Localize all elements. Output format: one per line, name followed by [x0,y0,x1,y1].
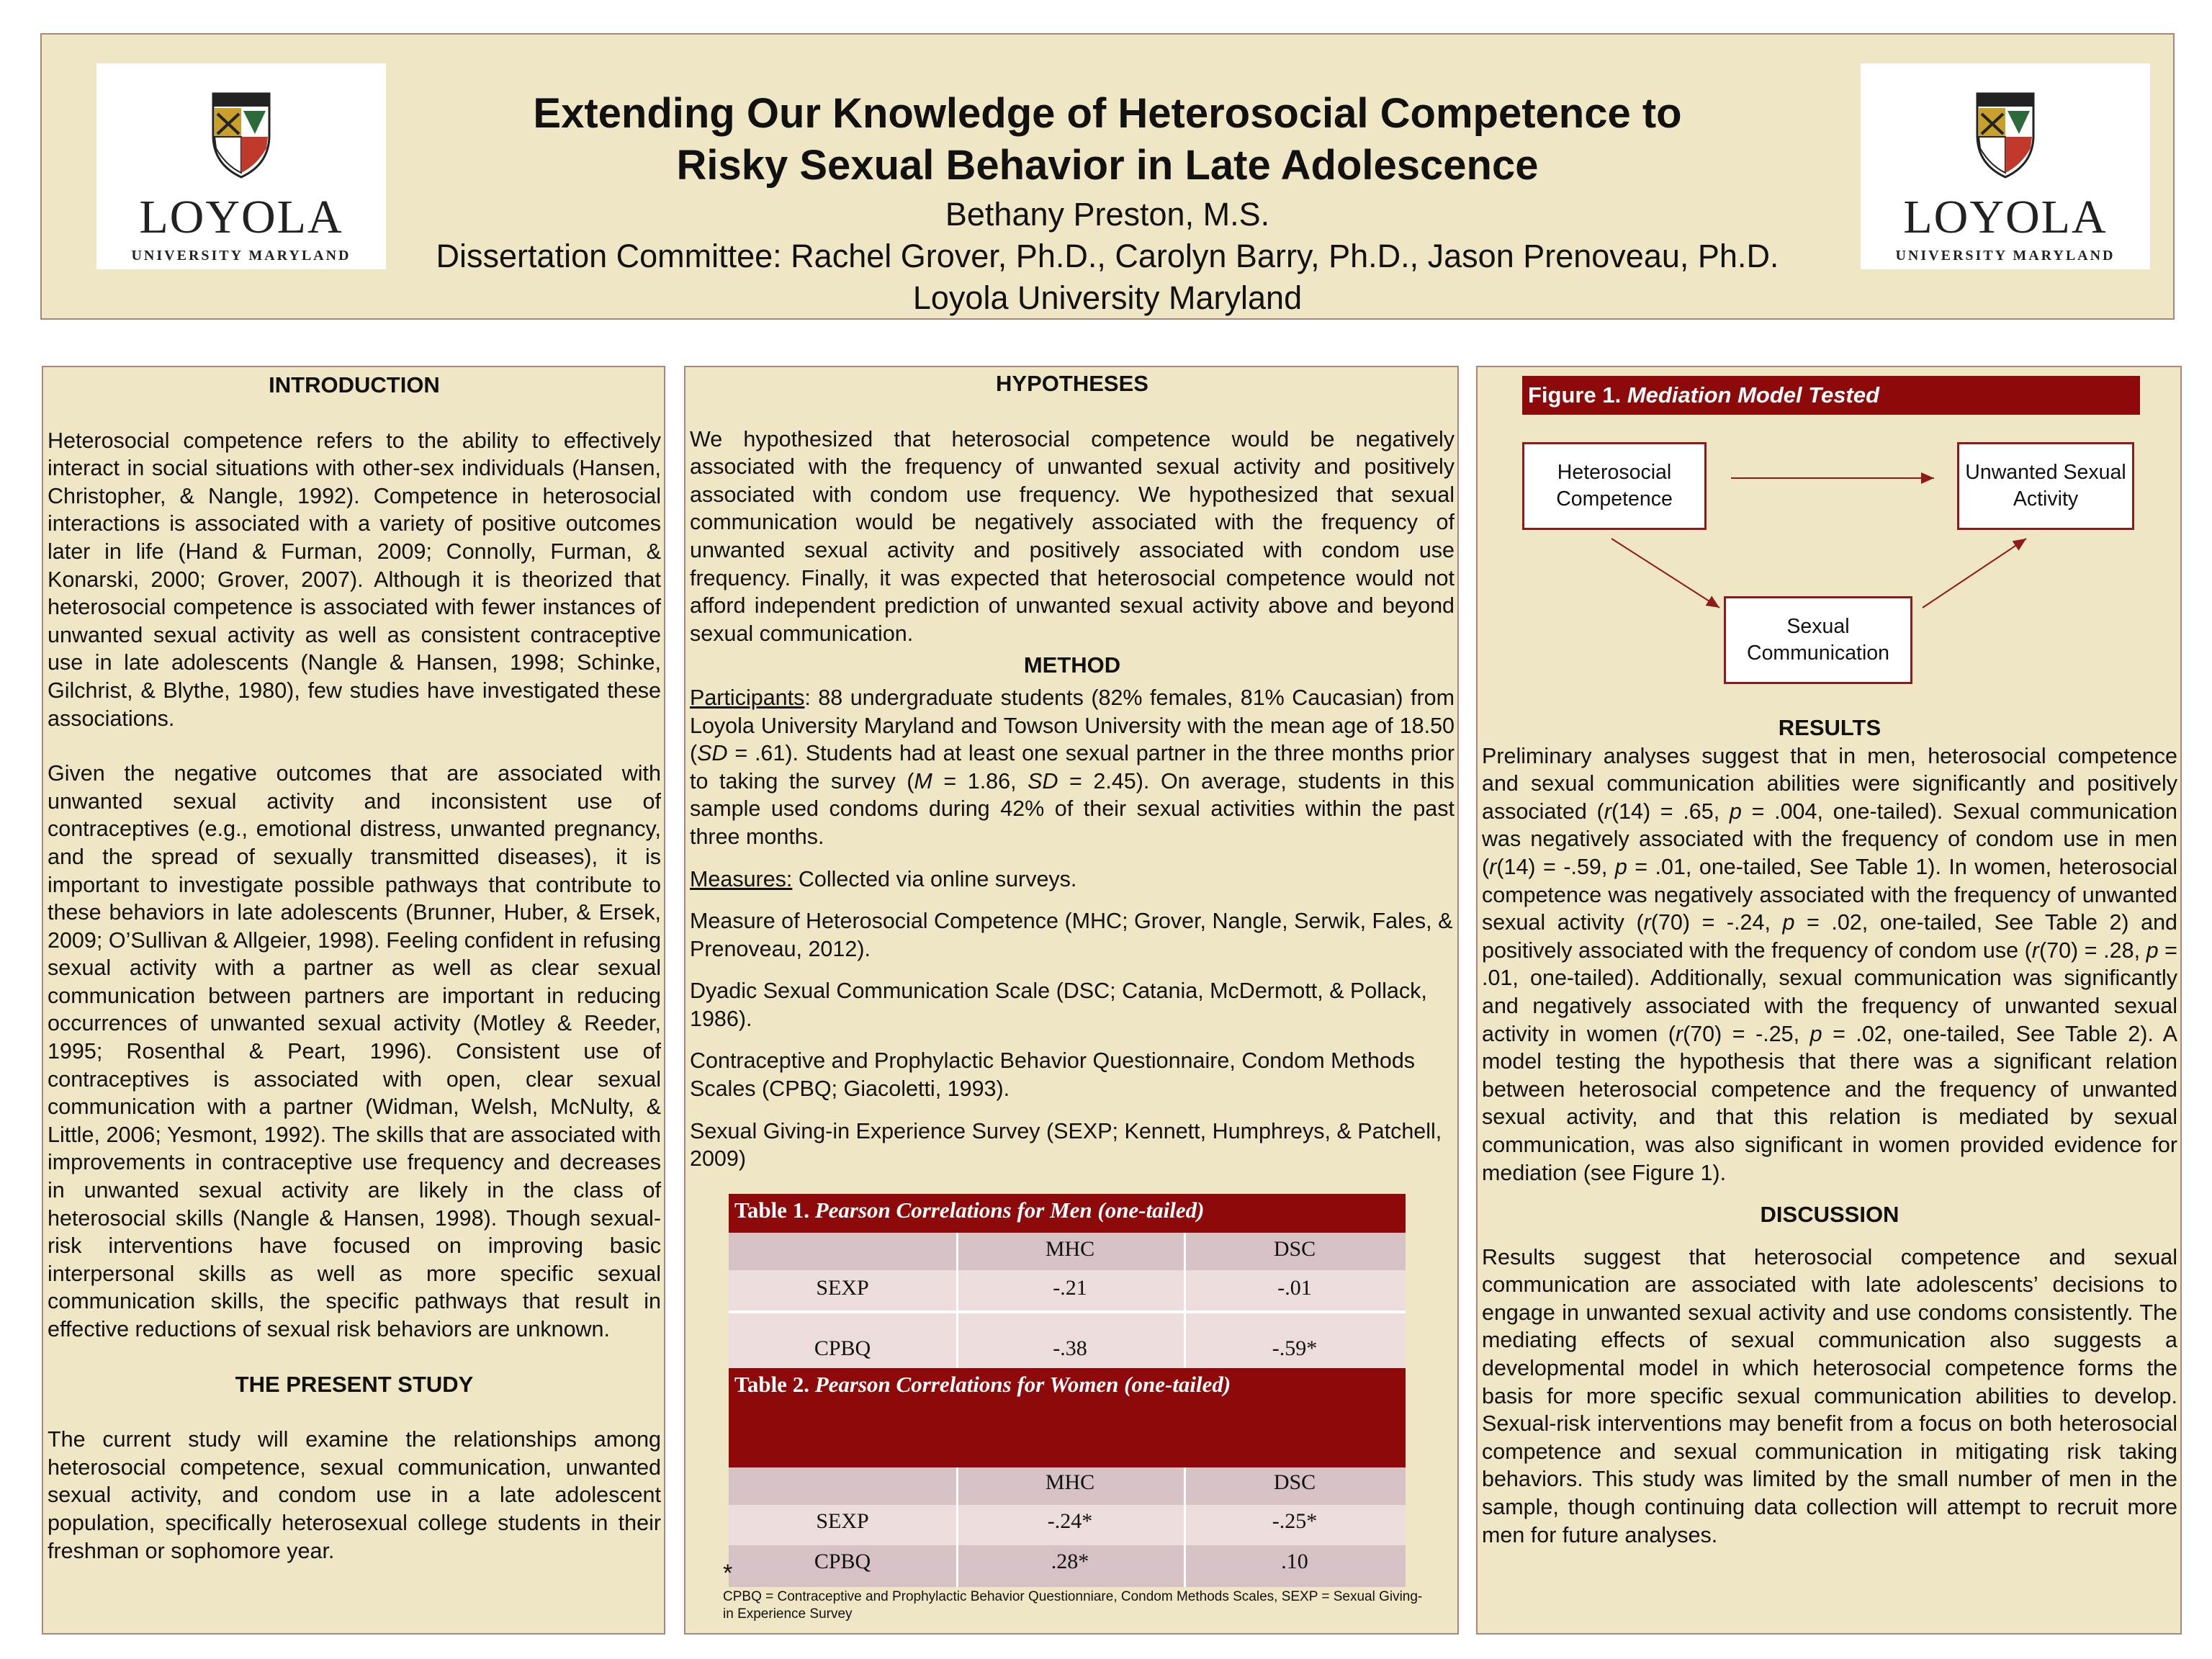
results-heading: RESULTS [1778,715,1881,740]
logo-wordmark: LOYOLA [1903,191,2108,243]
table-note-text: CPBQ = Contraceptive and Prophylactic Behavior Questionniare, Condom Methods Scales, SEXP = Sexual Giving-in Experience Survey [723,1589,1423,1622]
poster-header [40,33,2175,320]
figure1-caption: Figure 1. Mediation Model Tested [1522,376,2140,415]
table-note [723,1560,1429,1623]
table-note-mark: * [723,1560,733,1587]
shield-icon [1861,63,2150,186]
box-sexual-communication: Sexual Communication [1724,596,1912,684]
present-study-heading: THE PRESENT STUDY [235,1371,474,1397]
participants-paragraph: Participants: 88 undergraduate students (82% females, 81% Caucasian) from Loyola University Maryland and Towson University with the mean age of 18.50 (SD = .61). Students had at least one sexual partner in the three months prior to taking the survey (M = 1.86, SD = 2.45). On average, students in this sample used condoms during 42% of their sexual activities within the past three months. [690,685,1455,849]
results-discussion-panel [1476,366,2182,1635]
table2-col-mhc: MHC [1045,1470,1095,1494]
introduction-paragraph-2: Given the negative outcomes that are associated with unwanted sexual activity and inconsistent use of contraceptives (e.g., emotional distress, unwanted pregnancy, and the spread of sexually transmitted diseases), it is important to investigate possible pathways that contribute to these behaviors in late adolescents (Brunner, Huber, & Ersek, 2009; O’Sullivan & Allgeier, 1998). Feeling confident in refusing sexual activity with a partner as well as clear sexual communication between partners are important in reducing occurrences of unwanted sexual activity (Motley & Reeder, 1995; Rosenthal & Peart, 1996). Consistent use of contraceptives is associated with open, clear sexual communication with a partner (Widman, Welsh, McNulty, & Little, 2006; Yesmont, 1992). The skills that are associated with improvements in contraceptive use frequency and decreases in unwanted sexual activity are likely in the class of heterosocial skills (Nangle & Hansen, 1998). Though sexual-risk interventions have focused on improving basic interpersonal skills as well as more specific sexual communication skills, the specific pathways that result in effective reductions of sexual risk behaviors are unknown. [48,761,661,1341]
hypotheses-paragraph: We hypothesized that heterosocial competence would be negatively associated with the frequency of unwanted sexual activity and positively associated with condom use frequency. We hypothesized that sexual communication would be negatively associated with the frequency of unwanted sexual activity and positively associated with condom use frequency. Finally, it was expected that heterosocial competence would not afford independent prediction of unwanted sexual activity above and beyond sexual communication. [690,426,1455,646]
introduction-heading: INTRODUCTION [269,372,440,397]
table1-col-dsc: DSC [1273,1237,1316,1261]
discussion-heading: DISCUSSION [1760,1202,1899,1228]
results-paragraph: Preliminary analyses suggest that in men, heterosocial competence and sexual communication abilities were significantly and positively associated (r(14) = .65, p = .004, one-tailed). Sexual communication was negatively associated with the frequency of condom use in men (r(14) = -.59, p = .01, one-tailed, See Table 1). In women, heterosocial competence was negatively associated with the frequency of unwanted sexual activity (r(70) = -.24, p = .02, one-tailed, See Table 2) and positively associated with the frequency of condom use (r(70) = .28, p = .01, one-tailed). Additionally, sexual communication was significantly and negatively associated with the frequency of unwanted sexual activity in women (r(70) = -.25, p = .02, one-tailed, See Table 2). A model testing the hypothesis that there was a significant relation between heterosocial competence and the frequency of unwanted sexual activity, and that this relation is mediated by sexual communication, was also significant in women provided evidence for mediation (see Figure 1). [1482,743,2177,1185]
table1-caption: Table 1. Pearson Correlations for Men (one-tailed) [729,1194,1406,1233]
box-unwanted-sexual-activity: Unwanted Sexual Activity [1957,442,2134,530]
discussion-paragraph: Results suggest that heterosocial competence and sexual communication are associated with late adolescents’ decisions to engage in unwanted sexual activity and use condoms consistently. The mediating effects of sexual communication also suggests a developmental model in which heterosocial competence forms the basis for more specific sexual communication abilities to develop. Sexual-risk interventions may benefit from a focus on both heterosocial competence and sexual communication in mitigating risk taking behaviors. This study was limited by the small number of men in the sample, though continuing data collection will attempt to recruit more men for future analyses. [1482,1244,2177,1547]
present-study-paragraph: The current study will examine the relationships among heterosocial competence, sexual communication, unwanted sexual activity, and condom use in a late adolescent population, specifically heterosexual college students in their freshman or sophomore year. [48,1427,661,1563]
hypotheses-heading: HYPOTHESES [996,371,1148,396]
measure-mhc: Measure of Heterosocial Competence (MHC; Grover, Nangle, Serwik, Fales, & Prenoveau, 2012). [690,909,1453,961]
introduction-paragraph-1: Heterosocial competence refers to the ability to effectively interact in social situations with other-sex individuals (Hansen, Christopher, & Nangle, 1992). Competence in heterosocial interactions is associated with a variety of positive outcomes later in life (Hand & Furman, 2009; Connolly, Furman, & Konarski, 2000; Grover, 2007). Although it is theorized that heterosocial competence is associated with fewer instances of unwanted sexual activity as well as consistent contraceptive use in late adolescents (Nangle & Hansen, 1998; Schinke, Gilchrist, & Blythe, 1980), few studies have investigated these associations. [48,428,661,731]
author-name: Bethany Preston, M.S. [945,196,1270,233]
measure-sexp: Sexual Giving-in Experience Survey (SEXP; Kennett, Humphreys, & Patchell, 2009) [690,1118,1442,1172]
logo-subtitle: UNIVERSITY MARYLAND [1895,248,2116,264]
logo-wordmark: LOYOLA [139,191,343,243]
poster-title-line2: Risky Sexual Behavior in Late Adolescence [676,142,1539,189]
participants-label: Participants [690,685,805,710]
table1-col-mhc: MHC [1045,1237,1095,1261]
measure-dsc: Dyadic Sexual Communication Scale (DSC; Catania, McDermott, & Pollack, 1986). [690,979,1427,1031]
box-heterosocial-competence: Heterosocial Competence [1522,442,1707,530]
committee-line: Dissertation Committee: Rachel Grover, Ph.D., Carolyn Barry, Ph.D., Jason Prenoveau, Ph.D. [436,238,1779,274]
arrow-a-to-c [1611,539,1719,608]
logo-subtitle: UNIVERSITY MARYLAND [131,248,351,264]
affiliation: Loyola University Maryland [912,279,1303,316]
table2-caption: Table 2. Pearson Correlations for Women (one-tailed) [729,1368,1406,1467]
poster-title-line1: Extending Our Knowledge of Heterosocial Competence to [533,90,1682,137]
introduction-panel [42,366,665,1635]
measures-paragraph: Measures: Collected via online surveys. [690,866,1077,891]
method-heading: METHOD [1023,652,1121,678]
measures-label: Measures: [690,866,793,891]
loyola-logo-right [1861,63,2150,269]
table2-col-dsc: DSC [1273,1470,1316,1494]
arrow-c-to-b [1923,539,2026,608]
measure-cpbq: Contraceptive and Prophylactic Behavior Questionnaire, Condom Methods Scales (CPBQ; Giacoletti, 1993). [690,1048,1416,1102]
